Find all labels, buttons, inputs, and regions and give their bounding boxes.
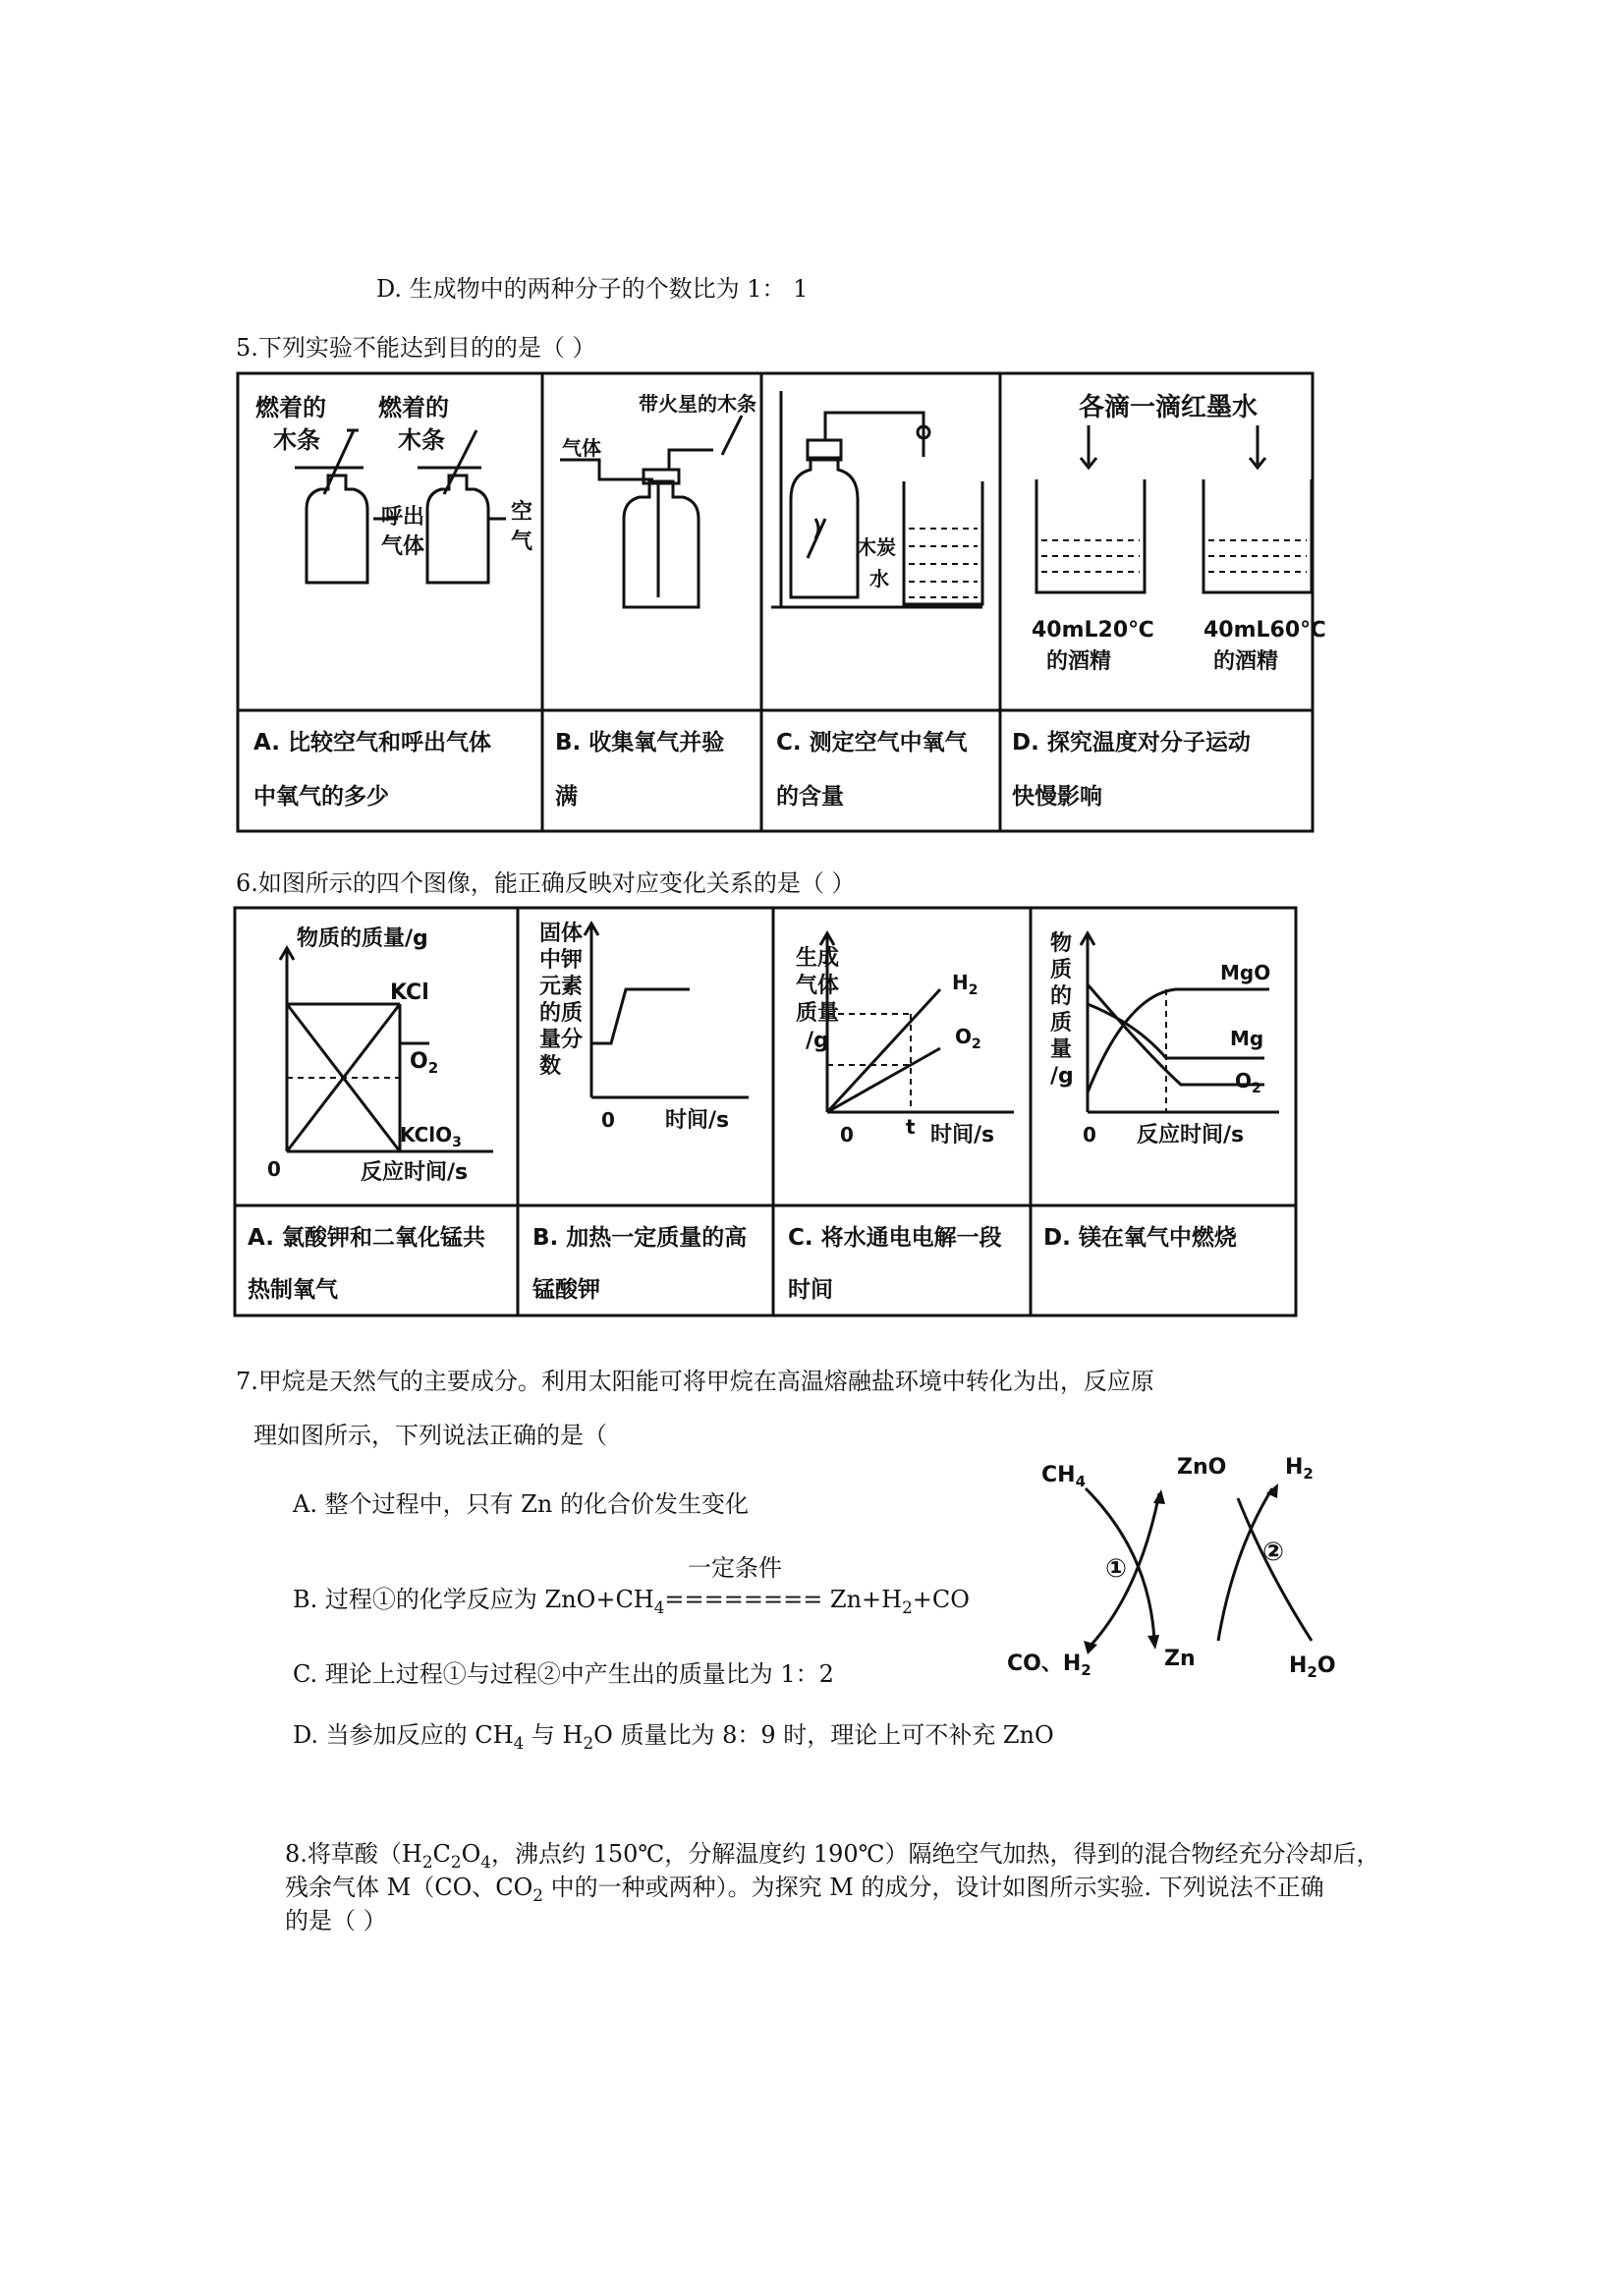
- svg-text:气: 气: [511, 530, 533, 554]
- svg-text:H2: $H_2$: [1285, 1455, 1314, 1483]
- svg-text:数: 数: [539, 1054, 562, 1079]
- svg-text:A. 氯酸钾和二氧化锰共: A. 氯酸钾和二氧化锰共: [248, 1225, 485, 1251]
- svg-text:B. 收集氧气并验: B. 收集氧气并验: [555, 730, 725, 756]
- svg-text:物: 物: [1050, 931, 1073, 956]
- svg-text:的含量: 的含量: [776, 784, 844, 810]
- svg-text:物质的质量/g: 物质的质量/g: [297, 926, 428, 951]
- svg-text:CH4: $CH_4$: [1041, 1463, 1086, 1490]
- svg-text:O2: $O_2$: [955, 1025, 981, 1052]
- svg-text:②: ②: [1262, 1538, 1285, 1567]
- svg-text:质: 质: [1050, 958, 1073, 982]
- svg-text:中钾: 中钾: [539, 948, 584, 973]
- svg-text:40mL60℃: 40mL60℃: [1203, 618, 1326, 643]
- q6-graph-b: [585, 924, 749, 1097]
- q5-panel-d: [1036, 425, 1312, 592]
- svg-text:时间: 时间: [788, 1277, 833, 1303]
- svg-text:气体: 气体: [562, 436, 601, 460]
- svg-text:/g: /g: [806, 1029, 829, 1053]
- svg-text:木条: 木条: [398, 426, 445, 454]
- svg-text:燃着的: 燃着的: [255, 394, 326, 421]
- q7-option-c: C. 理论上过程①与过程②中产生出的质量比为 1：2: [293, 1660, 834, 1688]
- svg-text:呼出: 呼出: [381, 505, 425, 530]
- svg-text:D. 镁在氧气中燃烧: D. 镁在氧气中燃烧: [1043, 1225, 1237, 1251]
- svg-text:满: 满: [555, 784, 578, 810]
- q6-graph-a: [280, 948, 493, 1151]
- svg-text:锰酸钾: 锰酸钾: [532, 1277, 600, 1303]
- svg-text:质: 质: [1050, 1011, 1073, 1036]
- svg-text:量分: 量分: [539, 1028, 584, 1052]
- q4-option-d: D. 生成物中的两种分子的个数比为 1： 1: [376, 275, 809, 303]
- svg-text:40mL20℃: 40mL20℃: [1032, 618, 1154, 643]
- svg-text:D. 探究温度对分子运动: D. 探究温度对分子运动: [1012, 730, 1251, 756]
- svg-text:H2O: $H_2O$: [1289, 1653, 1336, 1681]
- q6-stem: 6.如图所示的四个图像，能正确反映对应变化关系的是（ ）: [236, 869, 856, 897]
- svg-text:空: 空: [511, 500, 533, 525]
- svg-text:的酒精: 的酒精: [1046, 649, 1112, 674]
- svg-text:O2: $O_2$: [410, 1049, 439, 1077]
- svg-text:中氧气的多少: 中氧气的多少: [253, 784, 389, 810]
- svg-text:反应时间/s: 反应时间/s: [1137, 1123, 1245, 1148]
- svg-text:ZnO: ZnO: [1177, 1455, 1227, 1480]
- svg-text:C. 测定空气中氧气: C. 测定空气中氧气: [776, 730, 968, 756]
- svg-text:0: 0: [1083, 1123, 1096, 1147]
- svg-text:O2: $O_2$: [1235, 1069, 1261, 1096]
- q7-line2: 理如图所示，下列说法正确的是（: [253, 1422, 607, 1449]
- svg-text:时间/s: 时间/s: [665, 1108, 730, 1133]
- svg-text:C. 将水通电电解一段: C. 将水通电电解一段: [788, 1225, 1002, 1251]
- q7-condition: 一定条件: [688, 1554, 782, 1582]
- q7-cycle-diagram: [1007, 1444, 1356, 1690]
- svg-text:Zn: Zn: [1164, 1647, 1196, 1671]
- svg-text:H2: $H_2$: [952, 971, 979, 998]
- q8-line2: 残余气体 M（CO、$CO_2$ 中的一种或两种）。为探究 M 的成分，设计如图所示实验. 下列说法不正确: [285, 1874, 1324, 1905]
- svg-text:各滴一滴红墨水: 各滴一滴红墨水: [1079, 393, 1259, 422]
- svg-text:0: 0: [601, 1108, 615, 1132]
- svg-text:0: 0: [840, 1123, 854, 1147]
- svg-text:热制氧气: 热制氧气: [248, 1277, 338, 1303]
- q6-graph-c: [820, 933, 1014, 1112]
- svg-text:木炭: 木炭: [857, 535, 896, 559]
- svg-text:t: t: [906, 1115, 916, 1139]
- q6-figure-table: [233, 906, 1299, 1318]
- svg-text:生成: 生成: [796, 946, 840, 971]
- svg-text:CO、H2: CO、$H_2$: [1007, 1652, 1091, 1679]
- q7-option-b: B. 过程①的化学反应为 $ZnO+CH_4======== Zn+H_2+CO$: [293, 1586, 970, 1617]
- svg-text:B. 加热一定质量的高: B. 加热一定质量的高: [532, 1225, 748, 1251]
- svg-text:①: ①: [1105, 1554, 1128, 1584]
- svg-text:的酒精: 的酒精: [1213, 649, 1279, 674]
- svg-text:燃着的: 燃着的: [378, 394, 449, 421]
- q5-stem: 5.下列实验不能达到目的的是（ ）: [236, 334, 596, 362]
- svg-text:的质: 的质: [539, 1001, 584, 1026]
- q7-option-d: D. 当参加反应的 $CH_4$ 与 $H_2O$ 质量比为 8：9 时，理论上可不补充 ZnO: [293, 1721, 1054, 1753]
- svg-text:0: 0: [267, 1157, 281, 1181]
- svg-text:元素: 元素: [539, 975, 584, 999]
- svg-text:MgO: MgO: [1220, 961, 1271, 984]
- svg-text:快慢影响: 快慢影响: [1012, 784, 1102, 810]
- svg-text:反应时间/s: 反应时间/s: [361, 1160, 469, 1185]
- svg-text:木条: 木条: [273, 426, 320, 454]
- svg-text:质量: 质量: [796, 1001, 840, 1026]
- svg-text:KCl: KCl: [390, 980, 429, 1005]
- svg-text:的: 的: [1050, 984, 1073, 1009]
- svg-text:带火星的木条: 带火星的木条: [639, 392, 756, 416]
- svg-text:时间/s: 时间/s: [930, 1123, 995, 1148]
- q7-line1: 7.甲烷是天然气的主要成分。利用太阳能可将甲烷在高温熔融盐环境中转化为出，反应原: [236, 1368, 1154, 1395]
- q7-option-a: A. 整个过程中，只有 Zn 的化合价发生变化: [293, 1490, 749, 1518]
- svg-text:气体: 气体: [796, 974, 840, 998]
- q8-line3: 的是（ ）: [285, 1907, 387, 1934]
- svg-text:Mg: Mg: [1230, 1027, 1264, 1050]
- svg-text:量: 量: [1050, 1037, 1073, 1062]
- svg-text:水: 水: [869, 567, 889, 590]
- q5-figure-table: [236, 371, 1326, 833]
- svg-text:A. 比较空气和呼出气体: A. 比较空气和呼出气体: [253, 730, 491, 756]
- q8-line1: 8.将草酸（$H_2C_2O_4$，沸点约 150℃，分解温度约 190℃）隔绝空气加热，得到的混合物经充分冷却后，: [285, 1840, 1380, 1872]
- svg-text:固体: 固体: [539, 922, 584, 946]
- svg-text:KClO3: KClO$_3$: [400, 1123, 462, 1150]
- svg-text:气体: 气体: [381, 534, 425, 559]
- svg-text:/g: /g: [1050, 1064, 1074, 1089]
